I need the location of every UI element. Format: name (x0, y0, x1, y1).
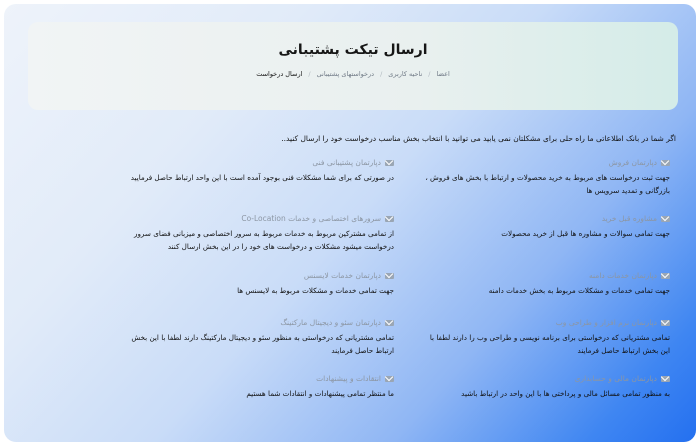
breadcrumb-client-area[interactable]: ناحیه کاربری (388, 70, 423, 78)
envelope-icon (661, 320, 670, 326)
department-description: تمامی مشتریانی که درخواستی به منظور سئو و دیجیتال مارکتینگ دارند لطفا با این بخش ارتباط حاصل فرمایند (131, 333, 394, 355)
department-description: ما منتظر تمامی پیشنهادات و انتقادات شما هستیم (246, 389, 394, 398)
department-title-row[interactable] (124, 374, 394, 383)
breadcrumb-members[interactable]: اعضا (436, 70, 450, 78)
department-title-row[interactable] (420, 374, 670, 383)
intro-text: اگر شما در بانک اطلاعاتی ما راه حلی برای مشکلتان نمی یابید می توانید با انتخاب بخش مناسب درخواست خود را ارسال کنید.. (281, 134, 676, 143)
envelope-icon (661, 273, 670, 279)
breadcrumb-current: ارسال درخواست (256, 70, 303, 78)
department-license-services[interactable] (124, 271, 394, 298)
department-domain-services[interactable] (420, 271, 670, 298)
envelope-icon (385, 273, 394, 279)
department-description: در صورتی که برای شما مشکلات فنی بوجود آمده است با این واحد ارتباط حاصل فرمایید (130, 173, 394, 182)
department-pre-sales[interactable] (420, 214, 670, 241)
page-frame (4, 4, 696, 442)
department-title[interactable]: دپارتمان خدمات دامنه (589, 271, 657, 280)
department-title[interactable]: سرورهای اختصاصی و خدمات Co-Location (241, 214, 381, 223)
department-title-row[interactable] (124, 214, 394, 223)
breadcrumb-separator: / (428, 70, 431, 78)
envelope-icon (385, 216, 394, 222)
department-description: جهت تمامی خدمات و مشکلات مربوط به بخش خدمات دامنه (488, 286, 670, 295)
department-title[interactable]: دپارتمان مالی و حسابداری (574, 374, 657, 383)
department-title[interactable]: مشاوره قبل خرید (601, 214, 657, 223)
department-title-row[interactable] (124, 271, 394, 280)
page-header (28, 22, 678, 110)
breadcrumb-support-tickets[interactable]: درخواستهای پشتیبانی (316, 70, 375, 78)
department-title-row[interactable] (420, 318, 670, 327)
department-technical-support[interactable] (124, 158, 394, 185)
envelope-icon (385, 376, 394, 382)
department-title-row[interactable] (420, 271, 670, 280)
envelope-icon (385, 160, 394, 166)
department-description: تمامی مشتریانی که درخواستی برای برنامه نویسی و طراحی وب را دارند لطفا با این بخش ارتباط حاصل فرمایند (429, 333, 670, 355)
department-title-row[interactable] (420, 214, 670, 223)
page-title: ارسال تیکت پشتیبانی (278, 42, 428, 58)
department-software-web-design[interactable] (420, 318, 670, 357)
department-title-row[interactable] (124, 158, 394, 167)
envelope-icon (661, 376, 670, 382)
envelope-icon (661, 216, 670, 222)
department-sales[interactable] (420, 158, 670, 197)
department-description: جهت ثبت درخواست های مربوط به خرید محصولات و ارتباط با بخش های فروش ، بازرگانی و تمدید سرویس ها (425, 173, 670, 195)
breadcrumb-separator: / (308, 70, 311, 78)
department-title[interactable]: دپارتمان فروش (608, 158, 657, 167)
department-title[interactable]: دپارتمان خدمات لایسنس (303, 271, 381, 280)
envelope-icon (385, 320, 394, 326)
department-description: جهت تمامی خدمات و مشکلات مربوط به لایسنس ها (237, 286, 394, 295)
department-description: به منظور تمامی مسائل مالی و پرداختی ها با این واحد در ارتباط باشید (461, 389, 670, 398)
envelope-icon (661, 160, 670, 166)
department-title[interactable]: دپارتمان پشتیبانی فنی (312, 158, 381, 167)
department-title-row[interactable] (124, 318, 394, 327)
department-seo-marketing[interactable] (124, 318, 394, 357)
department-description: جهت تمامی سوالات و مشاوره ها قبل از خرید محصولات (501, 229, 670, 238)
department-title[interactable]: دپارتمان نرم افزار و طراحی وب (555, 318, 657, 327)
breadcrumb-separator: / (380, 70, 383, 78)
department-dedicated-servers[interactable] (124, 214, 394, 253)
department-title-row[interactable] (420, 158, 670, 167)
department-title[interactable]: انتقادات و پیشنهادات (316, 374, 381, 383)
department-description: از تمامی مشترکین مربوط به خدمات مربوط به سرور اختصاصی و میزبانی فضای سرور درخواست میشود مشکلات و درخواست های خود را در این بخش ارسال کنند (133, 229, 394, 251)
department-feedback[interactable] (124, 374, 394, 401)
breadcrumb (28, 70, 678, 78)
department-title[interactable]: دپارتمان سئو و دیجیتال مارکتینگ (280, 318, 381, 327)
department-finance[interactable] (420, 374, 670, 401)
